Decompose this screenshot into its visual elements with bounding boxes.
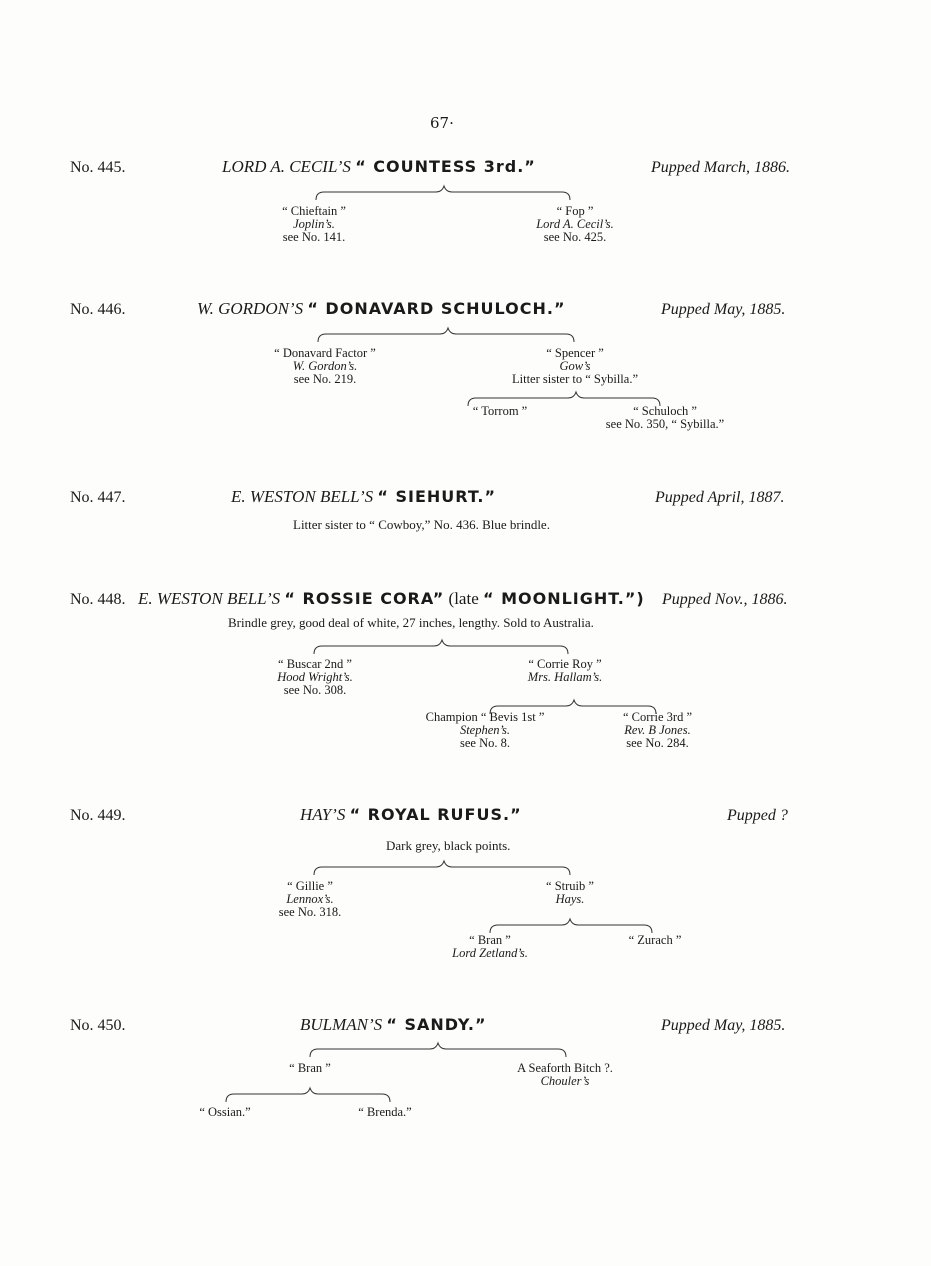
pupped-date: Pupped May, 1885. xyxy=(661,301,786,318)
former-name: “ MOONLIGHT.”) xyxy=(483,589,645,608)
dam-node: “ Spencer ” Gow’s Litter sister to “ Sybilla.” xyxy=(511,346,638,386)
dam-node: A Seaforth Bitch ?. Chouler’s xyxy=(517,1061,613,1088)
sire-node: “ Buscar 2nd ” Hood Wright’s. see No. 308. xyxy=(277,657,353,697)
owner-name: W. GORDON’S xyxy=(197,299,304,318)
sire-node: “ Donavard Factor ” W. Gordon’s. see No. 219. xyxy=(274,346,376,386)
entry-number: No. 450. xyxy=(70,1017,126,1034)
page-number: 67· xyxy=(430,114,454,132)
entry-number: No. 445. xyxy=(70,159,126,176)
entry-number: No. 448. xyxy=(70,591,126,608)
dam-dam-node: “ Zurach ” xyxy=(628,933,682,947)
entry-description: Dark grey, black points. xyxy=(386,838,511,853)
dam-dam-node: “ Corrie 3rd ” Rev. B Jones. see No. 284. xyxy=(622,710,693,750)
sire-node: “ Bran ” xyxy=(289,1061,331,1075)
dam-dam-node: “ Schuloch ” see No. 350, “ Sybilla.” xyxy=(605,404,725,431)
sire-sire-node: “ Ossian.” xyxy=(199,1105,251,1119)
dog-name: “ SIEHURT.” xyxy=(377,487,496,506)
owner-name: E. WESTON BELL’S xyxy=(231,487,374,506)
pupped-date: Pupped April, 1887. xyxy=(655,489,785,506)
entry-number: No. 446. xyxy=(70,301,126,318)
entry-description: Brindle grey, good deal of white, 27 inches, lengthy. Sold to Australia. xyxy=(228,615,594,630)
dam-sire-node: “ Torrom ” xyxy=(472,404,528,418)
owner-name: BULMAN’S xyxy=(300,1015,383,1034)
dam-node: “ Struib ” Hays. xyxy=(546,879,594,906)
owner-name: HAY’S xyxy=(300,805,346,824)
entry-number: No. 447. xyxy=(70,489,126,506)
pupped-date: Pupped March, 1886. xyxy=(651,159,790,176)
pupped-date: Pupped May, 1885. xyxy=(661,1017,786,1034)
dam-node: “ Corrie Roy ” Mrs. Hallam’s. xyxy=(527,657,603,684)
late-prefix: (late xyxy=(448,589,479,608)
entry-description: Litter sister to “ Cowboy,” No. 436. Blue brindle. xyxy=(293,517,550,532)
owner-name: E. WESTON BELL’S xyxy=(138,589,281,608)
dam-node: “ Fop ” Lord A. Cecil’s. see No. 425. xyxy=(536,204,614,244)
sire-node: “ Chieftain ” Joplin’s. see No. 141. xyxy=(282,204,346,244)
sire-node: “ Gillie ” Lennox’s. see No. 318. xyxy=(278,879,342,919)
owner-name: LORD A. CECIL’S xyxy=(222,157,351,176)
dog-name: “ SANDY.” xyxy=(386,1015,487,1034)
pupped-date: Pupped ? xyxy=(727,807,788,824)
dog-name: “ COUNTESS 3rd.” xyxy=(355,157,536,176)
dam-sire-node: Champion “ Bevis 1st ” Stephen’s. see No. 8. xyxy=(425,710,545,750)
dam-sire-node: “ Bran ” Lord Zetland’s. xyxy=(452,933,528,960)
dog-name: “ ROYAL RUFUS.” xyxy=(349,805,522,824)
dog-name: “ DONAVARD SCHULOCH.” xyxy=(307,299,566,318)
dog-name: “ ROSSIE CORA” xyxy=(284,589,445,608)
sire-dam-node: “ Brenda.” xyxy=(358,1105,412,1119)
entry-number: No. 449. xyxy=(70,807,126,824)
pupped-date: Pupped Nov., 1886. xyxy=(662,591,788,608)
